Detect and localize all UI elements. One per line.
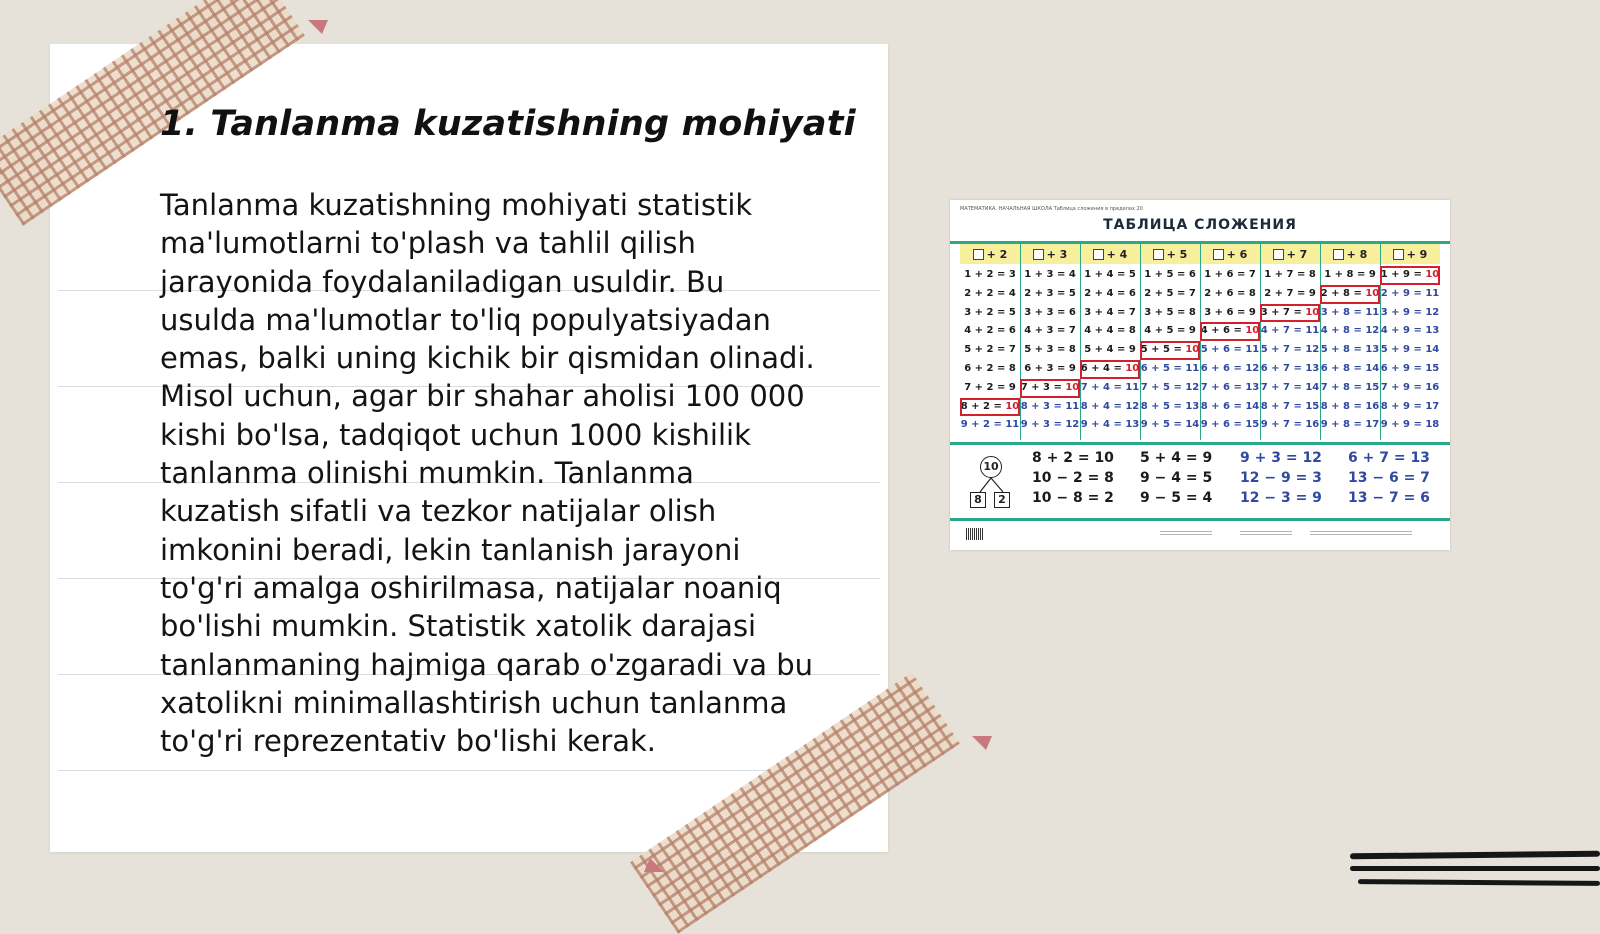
table-cell: 2 + 5 = 7 xyxy=(1144,287,1196,299)
table-cell: 3 + 7 = 10 xyxy=(1260,304,1320,323)
publisher-info xyxy=(1160,529,1212,535)
example-equation: 8 + 2 = 10 xyxy=(1032,450,1114,466)
table-cell: 3 + 8 = 11 xyxy=(1320,306,1380,318)
table-cell: 8 + 8 = 16 xyxy=(1320,400,1380,412)
table-cell: 6 + 5 = 11 xyxy=(1140,363,1200,374)
table-cell: 1 + 3 = 4 xyxy=(1024,269,1076,280)
table-cell: 3 + 2 = 5 xyxy=(964,306,1016,318)
column-header-label: + 6 xyxy=(1226,247,1248,261)
table-cell: 7 + 8 = 15 xyxy=(1320,381,1380,393)
table-cell: 4 + 5 = 9 xyxy=(1144,325,1196,337)
paragraph-line: xatolikni minimallashtirish uchun tanlanma xyxy=(160,685,788,720)
publisher-info xyxy=(1310,529,1362,535)
table-cell: 4 + 9 = 13 xyxy=(1380,325,1440,337)
table-cell: 9 + 7 = 16 xyxy=(1260,419,1320,431)
paragraph-line: imkonini beradi, lekin tanlanish jarayoni xyxy=(160,532,741,567)
table-cell: 9 + 4 = 13 xyxy=(1080,419,1140,431)
example-equation: 12 − 3 = 9 xyxy=(1240,490,1322,506)
table-cell: 1 + 8 = 9 xyxy=(1324,269,1376,280)
tape-corner-top xyxy=(308,20,328,34)
table-cell: 4 + 7 = 11 xyxy=(1260,325,1320,337)
empty-box-icon xyxy=(1213,249,1224,260)
table-cell: 3 + 5 = 8 xyxy=(1144,306,1196,318)
example-equation: 10 − 2 = 8 xyxy=(1032,470,1114,486)
table-cell: 6 + 7 = 13 xyxy=(1260,363,1320,374)
table-cell: 2 + 9 = 11 xyxy=(1380,287,1440,299)
paragraph-line: usulda ma'lumotlar to'liq populyatsiyadan xyxy=(160,302,771,337)
column-header-label: + 8 xyxy=(1346,247,1368,261)
table-cell: 8 + 5 = 13 xyxy=(1140,400,1200,412)
table-cell: 9 + 6 = 15 xyxy=(1200,419,1260,431)
publisher-info xyxy=(1360,529,1412,535)
paragraph-line: Misol uchun, agar bir shahar aholisi 100 000 xyxy=(160,379,805,414)
paragraph-line: kuzatish sifatli va tezkor natijalar olish xyxy=(160,494,717,529)
empty-box-icon xyxy=(1033,249,1044,260)
number-bond-box: 2 xyxy=(994,492,1010,508)
brush-stroke xyxy=(1358,879,1600,886)
table-cell: 8 + 3 = 11 xyxy=(1020,400,1080,412)
table-cell: 9 + 2 = 11 xyxy=(960,419,1020,431)
table-cell: 9 + 9 = 18 xyxy=(1380,419,1440,431)
table-cell: 8 + 4 = 12 xyxy=(1080,400,1140,412)
number-bond-box: 8 xyxy=(970,492,986,508)
example-equation: 9 − 4 = 5 xyxy=(1140,470,1213,486)
table-cell: 2 + 2 = 4 xyxy=(964,287,1016,299)
table-cell: 7 + 3 = 10 xyxy=(1020,379,1080,398)
paragraph-line: to'g'ri reprezentativ bo'lishi kerak. xyxy=(160,724,657,759)
paragraph-line: ma'lumotlarni to'plash va tahlil qilish xyxy=(160,226,696,261)
table-cell: 5 + 4 = 9 xyxy=(1084,344,1136,356)
table-cell: 4 + 4 = 8 xyxy=(1084,325,1136,337)
paper-rule xyxy=(58,770,880,771)
table-cell: 5 + 7 = 12 xyxy=(1260,344,1320,356)
table-cell: 6 + 3 = 9 xyxy=(1024,363,1076,374)
paragraph-line: emas, balki uning kichik bir qismidan olinadi. xyxy=(160,341,815,376)
table-cell: 9 + 3 = 12 xyxy=(1020,419,1080,431)
slide-paragraph xyxy=(160,186,840,760)
table-cell: 5 + 2 = 7 xyxy=(964,344,1016,356)
barcode xyxy=(966,528,984,540)
table-cell: 1 + 4 = 5 xyxy=(1084,269,1136,280)
addition-table-image xyxy=(950,200,1450,550)
example-equation: 9 − 5 = 4 xyxy=(1140,490,1213,506)
table-cell: 8 + 2 = 10 xyxy=(960,398,1020,417)
table-cell: 8 + 6 = 14 xyxy=(1200,400,1260,412)
table-cell: 9 + 5 = 14 xyxy=(1140,419,1200,431)
empty-box-icon xyxy=(1093,249,1104,260)
table-cell: 1 + 9 = 10 xyxy=(1380,266,1440,285)
column-header xyxy=(1020,244,1080,264)
example-equation: 6 + 7 = 13 xyxy=(1348,450,1430,466)
brush-stroke xyxy=(1350,851,1600,860)
table-cell: 6 + 8 = 14 xyxy=(1320,363,1380,374)
poster-divider xyxy=(950,442,1450,445)
table-cell: 1 + 5 = 6 xyxy=(1144,269,1196,280)
paragraph-line: Tanlanma kuzatishning mohiyati statistik xyxy=(160,188,753,222)
column-header xyxy=(1260,244,1320,264)
empty-box-icon xyxy=(1153,249,1164,260)
table-cell: 5 + 6 = 11 xyxy=(1200,344,1260,356)
table-cell: 4 + 3 = 7 xyxy=(1024,325,1076,337)
column-header-label: + 3 xyxy=(1046,247,1068,261)
table-cell: 2 + 6 = 8 xyxy=(1204,287,1256,299)
table-cell: 3 + 4 = 7 xyxy=(1084,306,1136,318)
table-cell: 6 + 9 = 15 xyxy=(1380,363,1440,374)
column-header xyxy=(1140,244,1200,264)
tape-corner-bottom-left xyxy=(644,858,664,872)
column-header-label: + 5 xyxy=(1166,247,1188,261)
table-cell: 5 + 5 = 10 xyxy=(1140,341,1200,360)
example-equation: 13 − 6 = 7 xyxy=(1348,470,1430,486)
table-cell: 2 + 7 = 9 xyxy=(1264,287,1316,299)
table-cell: 5 + 8 = 13 xyxy=(1320,344,1380,356)
table-cell: 7 + 4 = 11 xyxy=(1080,381,1140,393)
table-cell: 7 + 7 = 14 xyxy=(1260,381,1320,393)
table-cell: 6 + 4 = 10 xyxy=(1080,360,1140,379)
paragraph-line: tanlanma olinishi mumkin. Tanlanma xyxy=(160,456,694,491)
column-header xyxy=(1320,244,1380,264)
table-cell: 7 + 5 = 12 xyxy=(1140,381,1200,393)
table-cell: 1 + 7 = 8 xyxy=(1264,269,1316,280)
publisher-info xyxy=(1240,529,1292,535)
paragraph-line: jarayonida foydalaniladigan usuldir. Bu xyxy=(160,264,725,299)
table-cell: 7 + 2 = 9 xyxy=(964,381,1016,393)
poster-divider xyxy=(950,518,1450,521)
table-cell: 2 + 3 = 5 xyxy=(1024,287,1076,299)
number-bond-lines xyxy=(970,474,1014,494)
table-cell: 4 + 2 = 6 xyxy=(964,325,1016,337)
slide-heading: 1. Tanlanma kuzatishning mohiyati xyxy=(160,104,856,144)
poster-title: ТАБЛИЦА СЛОЖЕНИЯ xyxy=(1103,217,1297,233)
paragraph-line: kishi bo'lsa, tadqiqot uchun 1000 kishilik xyxy=(160,417,751,452)
example-equation: 9 + 3 = 12 xyxy=(1240,450,1322,466)
brush-stroke xyxy=(1350,866,1600,871)
tape-corner-bottom-right xyxy=(972,736,992,750)
table-cell: 5 + 3 = 8 xyxy=(1024,344,1076,356)
table-cell: 1 + 2 = 3 xyxy=(964,269,1016,280)
column-header-label: + 2 xyxy=(986,247,1008,261)
table-cell: 4 + 6 = 10 xyxy=(1200,322,1260,341)
column-header-label: + 9 xyxy=(1406,247,1428,261)
empty-box-icon xyxy=(1393,249,1404,260)
table-cell: 7 + 9 = 16 xyxy=(1380,381,1440,393)
table-cell: 7 + 6 = 13 xyxy=(1200,381,1260,393)
table-cell: 8 + 9 = 17 xyxy=(1380,400,1440,412)
table-cell: 1 + 6 = 7 xyxy=(1204,269,1256,280)
column-header xyxy=(1380,244,1440,264)
table-cell: 2 + 4 = 6 xyxy=(1084,287,1136,299)
table-cell: 6 + 2 = 8 xyxy=(964,363,1016,374)
table-cell: 3 + 6 = 9 xyxy=(1204,306,1256,318)
number-bond-circle: 10 xyxy=(980,456,1002,478)
paragraph-line: to'g'ri amalga oshirilmasa, natijalar noaniq xyxy=(160,570,782,605)
example-equation: 10 − 8 = 2 xyxy=(1032,490,1114,506)
table-cell: 5 + 9 = 14 xyxy=(1380,344,1440,356)
table-cell: 2 + 8 = 10 xyxy=(1320,285,1380,304)
poster-header-text: МАТЕМАТИКА. НАЧАЛЬНАЯ ШКОЛА Таблица сложения в пределах 20 xyxy=(960,206,1143,212)
table-cell: 3 + 3 = 6 xyxy=(1024,306,1076,318)
empty-box-icon xyxy=(1273,249,1284,260)
paragraph-line: tanlanmaning hajmiga qarab o'zgaradi va bu xyxy=(160,647,814,682)
column-header-label: + 7 xyxy=(1286,247,1308,261)
column-header xyxy=(1080,244,1140,264)
table-cell: 9 + 8 = 17 xyxy=(1320,419,1380,431)
column-header-label: + 4 xyxy=(1106,247,1128,261)
table-cell: 8 + 7 = 15 xyxy=(1260,400,1320,412)
example-equation: 13 − 7 = 6 xyxy=(1348,490,1430,506)
table-cell: 3 + 9 = 12 xyxy=(1380,306,1440,318)
table-cell: 4 + 8 = 12 xyxy=(1320,325,1380,337)
paragraph-line: bo'lishi mumkin. Statistik xatolik darajasi xyxy=(160,609,757,644)
empty-box-icon xyxy=(1333,249,1344,260)
example-equation: 12 − 9 = 3 xyxy=(1240,470,1322,486)
table-cell: 6 + 6 = 12 xyxy=(1200,363,1260,374)
column-header xyxy=(960,244,1020,264)
example-equation: 5 + 4 = 9 xyxy=(1140,450,1213,466)
column-header xyxy=(1200,244,1260,264)
empty-box-icon xyxy=(973,249,984,260)
